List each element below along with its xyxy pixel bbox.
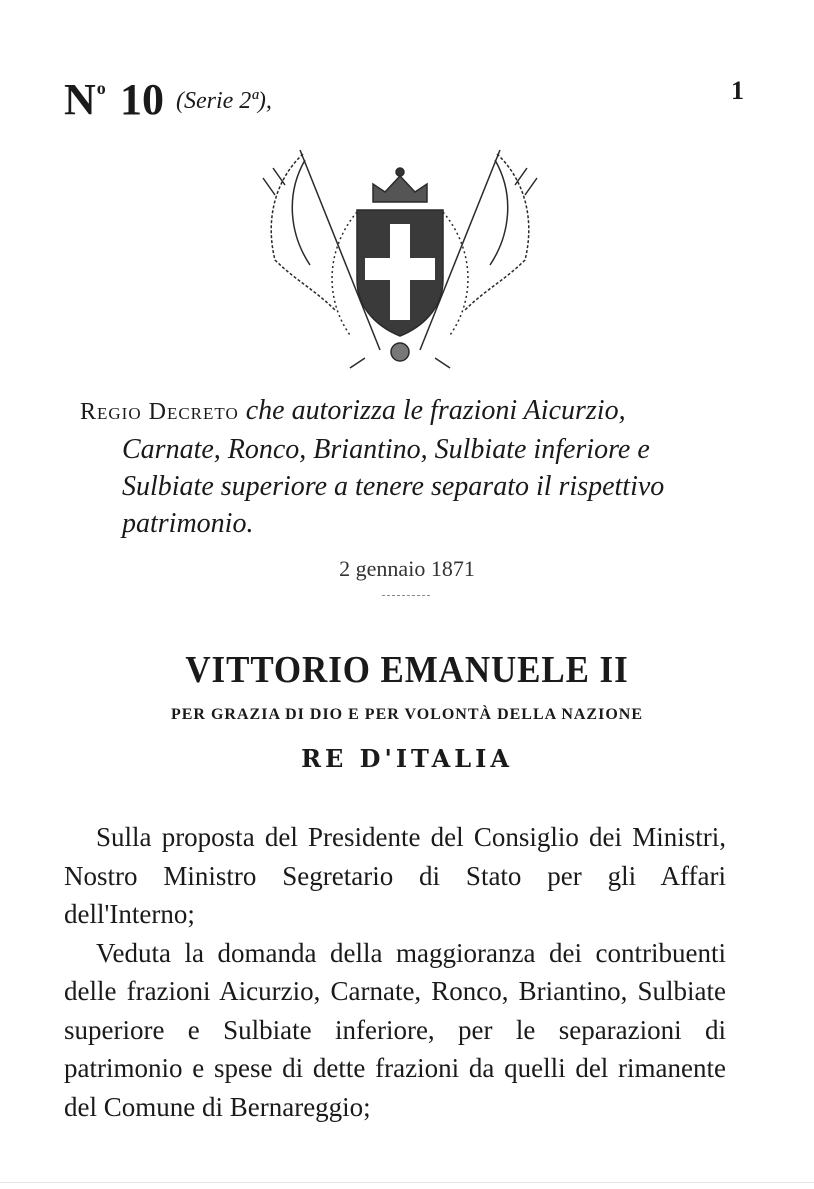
page-number: 1: [731, 76, 744, 105]
decree-date: 2 gennaio 1871: [339, 556, 475, 581]
serie-label: (Serie 2ª),: [176, 88, 272, 114]
decree-title: [80, 392, 730, 542]
decree-subject: che autorizza le frazioni Aicurzio, Carnate, Ronco, Briantino, Sulbiate inferiore e Sulbiate superiore a tenere separato il rispettivo patrimonio.: [122, 395, 665, 539]
number-label: N $^o$: [64, 75, 105, 124]
page-header: [64, 74, 744, 124]
decree-body: [64, 818, 726, 1126]
decree-number: 10: [120, 75, 164, 124]
royal-coat-of-arms-icon: [255, 140, 545, 370]
king-name: VITTORIO EMANUELE II: [185, 649, 629, 691]
body-paragraph: Veduta la domanda della maggioranza dei contribuenti delle frazioni Aicurzio, Carnate, Ronco, Briantino, Sulbiate superiore e Sulbiate inferiore, per le separazioni di patrimonio e spese di dette frazioni da quelli del rimanente del Comune di Bernareggio;: [64, 937, 726, 1122]
divider: [382, 595, 430, 596]
king-grace-formula: PER GRAZIA DI DIO E PER VOLONTÀ DELLA NAZIONE: [170, 706, 643, 723]
decree-lead: Regio Decreto: [80, 399, 239, 425]
king-title: RE D'ITALIA: [301, 744, 513, 773]
page-edge: [0, 1182, 814, 1183]
body-paragraph: Sulla proposta del Presidente del Consiglio dei Ministri, Nostro Ministro Segretario di Stato per gli Affari dell'Interno;: [64, 822, 726, 929]
